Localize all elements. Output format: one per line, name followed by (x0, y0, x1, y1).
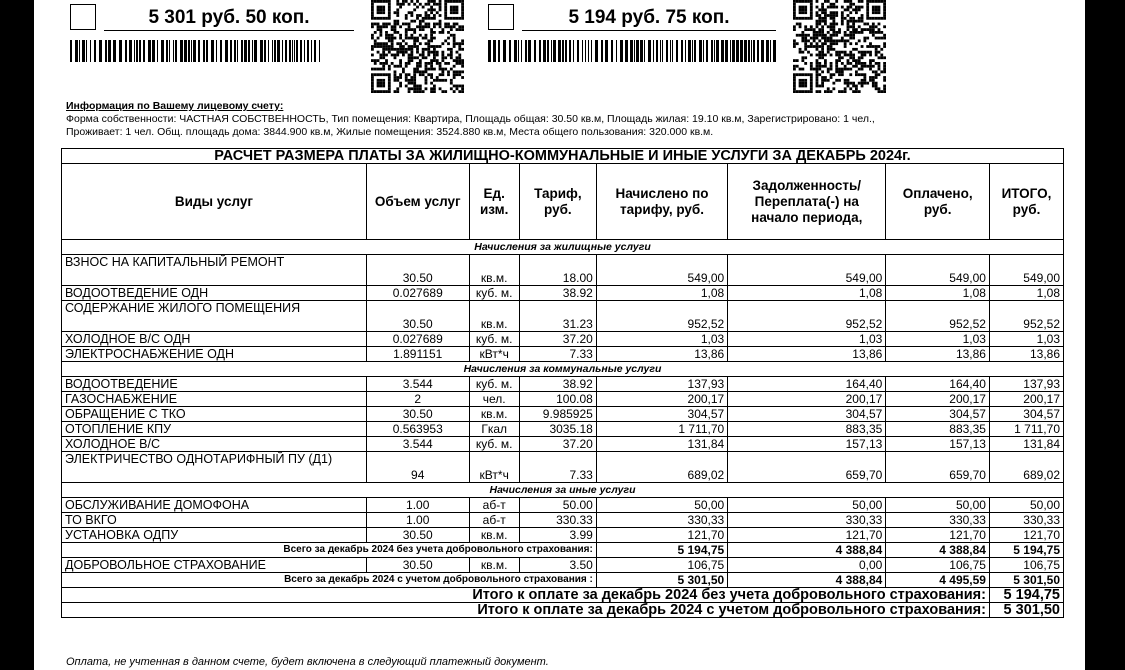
service-unit: куб. м. (469, 437, 519, 452)
service-debt: 1,03 (728, 332, 886, 347)
service-total: 200,17 (989, 392, 1063, 407)
column-header: Оплачено, руб. (886, 164, 990, 240)
service-paid: 164,40 (886, 377, 990, 392)
service-debt: 200,17 (728, 392, 886, 407)
account-info-line: Проживает: 1 чел. Общ. площадь дома: 3844.900 кв.м, Жилые помещения: 3524.880 кв.м, Места общего пользования: 320.000 кв.м. (66, 126, 714, 138)
service-volume: 30.50 (366, 528, 469, 543)
service-charged: 1,08 (596, 286, 727, 301)
service-unit: кВт*ч (469, 347, 519, 362)
table-row (62, 332, 1064, 347)
service-name: ВЗНОС НА КАПИТАЛЬНЫЙ РЕМОНТ (62, 255, 367, 286)
service-paid: 1,03 (886, 332, 990, 347)
service-volume: 0.563953 (366, 422, 469, 437)
service-tariff: 7.33 (519, 452, 596, 483)
service-total: 549,00 (989, 255, 1063, 286)
service-debt: 157,13 (728, 437, 886, 452)
service-name: СОДЕРЖАНИЕ ЖИЛОГО ПОМЕЩЕНИЯ (62, 301, 367, 332)
barcode (488, 40, 776, 62)
column-header: Задолженность/ Переплата(-) на начало периода, (728, 164, 886, 240)
service-total: 952,52 (989, 301, 1063, 332)
service-unit: аб-т (469, 513, 519, 528)
service-debt: 1,08 (728, 286, 886, 301)
service-volume: 30.50 (366, 558, 469, 573)
section-title: Начисления за коммунальные услуги (62, 362, 1064, 377)
footer-note: Оплата, не учтенная в данном счете, будет включена в следующий платежный документ. (66, 656, 549, 668)
service-volume: 1.891151 (366, 347, 469, 362)
table-row (62, 255, 1064, 286)
service-debt: 50,00 (728, 498, 886, 513)
service-total: 1,08 (989, 286, 1063, 301)
service-tariff: 18.00 (519, 255, 596, 286)
section-header-row (62, 483, 1064, 498)
service-volume: 3.544 (366, 437, 469, 452)
service-paid: 549,00 (886, 255, 990, 286)
service-volume: 0.027689 (366, 332, 469, 347)
service-paid: 1,08 (886, 286, 990, 301)
service-unit: куб. м. (469, 377, 519, 392)
table-row (62, 347, 1064, 362)
service-charged: 13,86 (596, 347, 727, 362)
service-debt: 121,70 (728, 528, 886, 543)
service-unit: кв.м. (469, 255, 519, 286)
service-paid: 883,35 (886, 422, 990, 437)
service-total: 121,70 (989, 528, 1063, 543)
service-volume: 1.00 (366, 513, 469, 528)
checkbox[interactable] (70, 4, 96, 30)
service-volume: 30.50 (366, 255, 469, 286)
service-unit: чел. (469, 392, 519, 407)
service-paid: 304,57 (886, 407, 990, 422)
service-total: 330,33 (989, 513, 1063, 528)
service-charged: 121,70 (596, 528, 727, 543)
final-total-amount: 5 194,75 (989, 588, 1063, 603)
service-charged: 952,52 (596, 301, 727, 332)
table-row (62, 392, 1064, 407)
service-total: 1,03 (989, 332, 1063, 347)
service-charged: 1,03 (596, 332, 727, 347)
service-total: 106,75 (989, 558, 1063, 573)
service-tariff: 9.985925 (519, 407, 596, 422)
subtotal-total: 5 301,50 (989, 573, 1063, 588)
service-debt: 304,57 (728, 407, 886, 422)
service-name: ХОЛОДНОЕ В/С ОДН (62, 332, 367, 347)
service-paid: 200,17 (886, 392, 990, 407)
service-charged: 137,93 (596, 377, 727, 392)
final-total-row (62, 603, 1064, 618)
table-title: РАСЧЕТ РАЗМЕРА ПЛАТЫ ЗА ЖИЛИЩНО-КОММУНАЛЬНЫЕ И ИНЫЕ УСЛУГИ ЗА ДЕКАБРЬ 2024г. (62, 149, 1064, 164)
service-charged: 131,84 (596, 437, 727, 452)
service-name: ВОДООТВЕДЕНИЕ ОДН (62, 286, 367, 301)
account-info (66, 100, 1076, 139)
service-total: 13,86 (989, 347, 1063, 362)
service-tariff: 31.23 (519, 301, 596, 332)
account-info-title: Информация по Вашему лицевому счету: (66, 100, 284, 112)
service-paid: 157,13 (886, 437, 990, 452)
service-volume: 1.00 (366, 498, 469, 513)
subtotal-charged: 5 194,75 (596, 543, 727, 558)
service-paid: 106,75 (886, 558, 990, 573)
service-charged: 106,75 (596, 558, 727, 573)
qr-code (780, 0, 900, 93)
service-unit: кв.м. (469, 407, 519, 422)
service-tariff: 330.33 (519, 513, 596, 528)
service-volume: 94 (366, 452, 469, 483)
service-name: ЭЛЕКТРОСНАБЖЕНИЕ ОДН (62, 347, 367, 362)
subtotal-label: Всего за декабрь 2024 без учета добровольного страхования: (62, 543, 597, 558)
service-tariff: 3.50 (519, 558, 596, 573)
service-total: 304,57 (989, 407, 1063, 422)
column-header: Виды услуг (62, 164, 367, 240)
service-volume: 0.027689 (366, 286, 469, 301)
service-tariff: 37.20 (519, 437, 596, 452)
service-charged: 330,33 (596, 513, 727, 528)
payment-coupon (34, 0, 474, 95)
final-total-label: Итого к оплате за декабрь 2024 без учета добровольного страхования: (62, 588, 990, 603)
table-row (62, 558, 1064, 573)
service-tariff: 38.92 (519, 286, 596, 301)
final-total-amount: 5 301,50 (989, 603, 1063, 618)
service-paid: 659,70 (886, 452, 990, 483)
service-debt: 164,40 (728, 377, 886, 392)
service-tariff: 50.00 (519, 498, 596, 513)
service-volume: 3.544 (366, 377, 469, 392)
subtotal-charged: 5 301,50 (596, 573, 727, 588)
service-charged: 689,02 (596, 452, 727, 483)
photo-border-left (0, 0, 34, 670)
table-row (62, 301, 1064, 332)
subtotal-label: Всего за декабрь 2024 с учетом добровольного страхования : (62, 573, 597, 588)
column-header: Ед. изм. (469, 164, 519, 240)
section-header-row (62, 362, 1064, 377)
subtotal-row (62, 573, 1064, 588)
service-name: ВОДООТВЕДЕНИЕ (62, 377, 367, 392)
service-name: ОТОПЛЕНИЕ КПУ (62, 422, 367, 437)
table-row (62, 286, 1064, 301)
column-header: Начислено по тарифу, руб. (596, 164, 727, 240)
service-total: 689,02 (989, 452, 1063, 483)
subtotal-paid: 4 495,59 (886, 573, 990, 588)
qr-code (358, 0, 478, 93)
service-unit: аб-т (469, 498, 519, 513)
final-total-row (62, 588, 1064, 603)
charges-table (61, 148, 1064, 618)
column-header: ИТОГО, руб. (989, 164, 1063, 240)
service-unit: кв.м. (469, 558, 519, 573)
service-unit: кВт*ч (469, 452, 519, 483)
service-paid: 13,86 (886, 347, 990, 362)
subtotal-debt: 4 388,84 (728, 543, 886, 558)
service-name: ЭЛЕКТРИЧЕСТВО ОДНОТАРИФНЫЙ ПУ (Д1) (62, 452, 367, 483)
service-debt: 0,00 (728, 558, 886, 573)
service-tariff: 7.33 (519, 347, 596, 362)
service-unit: кв.м. (469, 301, 519, 332)
subtotal-row (62, 543, 1064, 558)
table-row (62, 422, 1064, 437)
service-debt: 13,86 (728, 347, 886, 362)
service-charged: 50,00 (596, 498, 727, 513)
table-row (62, 498, 1064, 513)
account-info-line: Форма собственности: ЧАСТНАЯ СОБСТВЕННОСТЬ, Тип помещения: Квартира, Площадь общая: 30.50 кв.м, Площадь жилая: 19.10 кв.м, Зарегистрировано: 1 чел., (66, 113, 875, 125)
service-charged: 200,17 (596, 392, 727, 407)
service-volume: 30.50 (366, 407, 469, 422)
service-debt: 549,00 (728, 255, 886, 286)
column-header: Объем услуг (366, 164, 469, 240)
service-name: ОБРАЩЕНИЕ С ТКО (62, 407, 367, 422)
service-debt: 659,70 (728, 452, 886, 483)
section-title: Начисления за жилищные услуги (62, 240, 1064, 255)
service-paid: 121,70 (886, 528, 990, 543)
service-tariff: 38.92 (519, 377, 596, 392)
checkbox[interactable] (488, 4, 514, 30)
bill-sheet (34, 0, 1085, 670)
service-charged: 549,00 (596, 255, 727, 286)
service-charged: 1 711,70 (596, 422, 727, 437)
service-name: ОБСЛУЖИВАНИЕ ДОМОФОНА (62, 498, 367, 513)
section-header-row (62, 240, 1064, 255)
service-tariff: 3035.18 (519, 422, 596, 437)
table-row (62, 437, 1064, 452)
coupon-amount: 5 194 руб. 75 коп. (522, 6, 776, 31)
service-paid: 330,33 (886, 513, 990, 528)
service-unit: куб. м. (469, 286, 519, 301)
service-tariff: 100.08 (519, 392, 596, 407)
subtotal-total: 5 194,75 (989, 543, 1063, 558)
column-header: Тариф, руб. (519, 164, 596, 240)
service-total: 1 711,70 (989, 422, 1063, 437)
table-row (62, 528, 1064, 543)
subtotal-debt: 4 388,84 (728, 573, 886, 588)
service-unit: Гкал (469, 422, 519, 437)
service-name: ТО ВКГО (62, 513, 367, 528)
service-name: УСТАНОВКА ОДПУ (62, 528, 367, 543)
service-name: ГАЗОСНАБЖЕНИЕ (62, 392, 367, 407)
service-debt: 952,52 (728, 301, 886, 332)
service-total: 137,93 (989, 377, 1063, 392)
service-volume: 2 (366, 392, 469, 407)
coupon-amount: 5 301 руб. 50 коп. (104, 6, 354, 31)
subtotal-paid: 4 388,84 (886, 543, 990, 558)
service-unit: куб. м. (469, 332, 519, 347)
final-total-label: Итого к оплате за декабрь 2024 с учетом добровольного страхования: (62, 603, 990, 618)
section-title: Начисления за иные услуги (62, 483, 1064, 498)
photo-border-right (1085, 0, 1125, 670)
service-tariff: 3.99 (519, 528, 596, 543)
table-row (62, 377, 1064, 392)
service-debt: 330,33 (728, 513, 886, 528)
payment-coupon (486, 0, 926, 95)
service-paid: 952,52 (886, 301, 990, 332)
service-name: ДОБРОВОЛЬНОЕ СТРАХОВАНИЕ (62, 558, 367, 573)
barcode (70, 40, 324, 62)
service-total: 131,84 (989, 437, 1063, 452)
service-debt: 883,35 (728, 422, 886, 437)
service-volume: 30.50 (366, 301, 469, 332)
service-unit: кв.м. (469, 528, 519, 543)
service-tariff: 37.20 (519, 332, 596, 347)
table-row (62, 407, 1064, 422)
table-row (62, 513, 1064, 528)
table-row (62, 452, 1064, 483)
service-total: 50,00 (989, 498, 1063, 513)
service-name: ХОЛОДНОЕ В/С (62, 437, 367, 452)
service-charged: 304,57 (596, 407, 727, 422)
service-paid: 50,00 (886, 498, 990, 513)
